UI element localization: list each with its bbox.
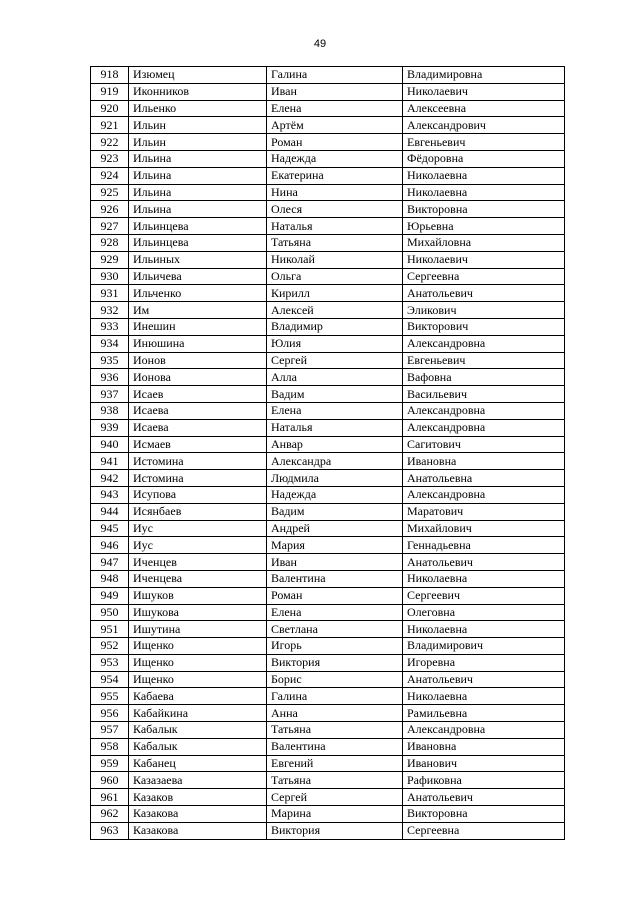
last-name-cell: Иус — [129, 520, 267, 537]
last-name-cell: Ильин — [129, 117, 267, 134]
table-row — [91, 453, 565, 470]
patronymic-cell: Михайловна — [403, 234, 565, 251]
table-row — [91, 822, 565, 839]
first-name-cell: Наталья — [267, 218, 403, 235]
patronymic-cell: Ивановна — [403, 453, 565, 470]
last-name-cell: Ильиных — [129, 251, 267, 268]
last-name-cell: Кабалык — [129, 738, 267, 755]
table-row — [91, 285, 565, 302]
row-number-cell: 936 — [91, 369, 129, 386]
row-number-cell: 939 — [91, 419, 129, 436]
row-number-cell: 926 — [91, 201, 129, 218]
patronymic-cell: Николаевна — [403, 621, 565, 638]
last-name-cell: Кабайкина — [129, 705, 267, 722]
last-name-cell: Ильина — [129, 201, 267, 218]
first-name-cell: Артём — [267, 117, 403, 134]
last-name-cell: Иус — [129, 537, 267, 554]
patronymic-cell: Анатольевич — [403, 789, 565, 806]
table-row — [91, 503, 565, 520]
last-name-cell: Ишукова — [129, 604, 267, 621]
table-row — [91, 352, 565, 369]
last-name-cell: Истомина — [129, 470, 267, 487]
first-name-cell: Валентина — [267, 570, 403, 587]
patronymic-cell: Ивановна — [403, 738, 565, 755]
row-number-cell: 947 — [91, 554, 129, 571]
first-name-cell: Александра — [267, 453, 403, 470]
table-row — [91, 184, 565, 201]
patronymic-cell: Игоревна — [403, 654, 565, 671]
patronymic-cell: Евгеньевич — [403, 134, 565, 151]
row-number-cell: 920 — [91, 100, 129, 117]
row-number-cell: 953 — [91, 654, 129, 671]
patronymic-cell: Анатольевна — [403, 470, 565, 487]
patronymic-cell: Викторович — [403, 318, 565, 335]
table-row — [91, 570, 565, 587]
patronymic-cell: Рамильевна — [403, 705, 565, 722]
patronymic-cell: Сергеевич — [403, 587, 565, 604]
row-number-cell: 931 — [91, 285, 129, 302]
patronymic-cell: Николаевна — [403, 570, 565, 587]
last-name-cell: Казазаева — [129, 772, 267, 789]
first-name-cell: Иван — [267, 554, 403, 571]
row-number-cell: 956 — [91, 705, 129, 722]
page-number: 49 — [313, 38, 327, 50]
last-name-cell: Ильинцева — [129, 218, 267, 235]
first-name-cell: Марина — [267, 806, 403, 823]
first-name-cell: Галина — [267, 67, 403, 84]
row-number-cell: 921 — [91, 117, 129, 134]
row-number-cell: 930 — [91, 268, 129, 285]
row-number-cell: 919 — [91, 83, 129, 100]
last-name-cell: Иченцева — [129, 570, 267, 587]
row-number-cell: 918 — [91, 67, 129, 84]
table-row — [91, 335, 565, 352]
first-name-cell: Мария — [267, 537, 403, 554]
last-name-cell: Казаков — [129, 789, 267, 806]
names-table-body — [91, 67, 565, 840]
row-number-cell: 934 — [91, 335, 129, 352]
row-number-cell: 942 — [91, 470, 129, 487]
patronymic-cell: Вафовна — [403, 369, 565, 386]
row-number-cell: 940 — [91, 436, 129, 453]
patronymic-cell: Викторовна — [403, 806, 565, 823]
row-number-cell: 952 — [91, 638, 129, 655]
patronymic-cell: Александровна — [403, 722, 565, 739]
last-name-cell: Ильенко — [129, 100, 267, 117]
names-table — [90, 66, 565, 840]
last-name-cell: Ищенко — [129, 654, 267, 671]
row-number-cell: 959 — [91, 755, 129, 772]
last-name-cell: Ионова — [129, 369, 267, 386]
row-number-cell: 924 — [91, 167, 129, 184]
first-name-cell: Кирилл — [267, 285, 403, 302]
last-name-cell: Ишутина — [129, 621, 267, 638]
row-number-cell: 932 — [91, 302, 129, 319]
patronymic-cell: Сергеевна — [403, 822, 565, 839]
row-number-cell: 927 — [91, 218, 129, 235]
patronymic-cell: Анатольевич — [403, 671, 565, 688]
row-number-cell: 961 — [91, 789, 129, 806]
first-name-cell: Ольга — [267, 268, 403, 285]
patronymic-cell: Михайлович — [403, 520, 565, 537]
table-row — [91, 688, 565, 705]
first-name-cell: Елена — [267, 604, 403, 621]
table-row — [91, 302, 565, 319]
table-row — [91, 218, 565, 235]
patronymic-cell: Александрович — [403, 117, 565, 134]
patronymic-cell: Юрьевна — [403, 218, 565, 235]
patronymic-cell: Эликович — [403, 302, 565, 319]
first-name-cell: Сергей — [267, 789, 403, 806]
patronymic-cell: Николаевна — [403, 167, 565, 184]
first-name-cell: Роман — [267, 587, 403, 604]
row-number-cell: 929 — [91, 251, 129, 268]
first-name-cell: Татьяна — [267, 234, 403, 251]
last-name-cell: Ильина — [129, 167, 267, 184]
table-row — [91, 386, 565, 403]
table-row — [91, 134, 565, 151]
last-name-cell: Исаева — [129, 402, 267, 419]
last-name-cell: Ишуков — [129, 587, 267, 604]
row-number-cell: 948 — [91, 570, 129, 587]
first-name-cell: Татьяна — [267, 772, 403, 789]
last-name-cell: Ильинцева — [129, 234, 267, 251]
row-number-cell: 963 — [91, 822, 129, 839]
last-name-cell: Иконников — [129, 83, 267, 100]
last-name-cell: Инешин — [129, 318, 267, 335]
last-name-cell: Иченцев — [129, 554, 267, 571]
table-row — [91, 369, 565, 386]
row-number-cell: 951 — [91, 621, 129, 638]
first-name-cell: Борис — [267, 671, 403, 688]
table-row — [91, 554, 565, 571]
last-name-cell: Казакова — [129, 806, 267, 823]
last-name-cell: Ильин — [129, 134, 267, 151]
table-row — [91, 67, 565, 84]
first-name-cell: Виктория — [267, 654, 403, 671]
patronymic-cell: Николаевна — [403, 184, 565, 201]
table-row — [91, 268, 565, 285]
row-number-cell: 941 — [91, 453, 129, 470]
first-name-cell: Людмила — [267, 470, 403, 487]
first-name-cell: Елена — [267, 402, 403, 419]
table-row — [91, 318, 565, 335]
first-name-cell: Валентина — [267, 738, 403, 755]
table-row — [91, 419, 565, 436]
table-row — [91, 167, 565, 184]
first-name-cell: Евгений — [267, 755, 403, 772]
first-name-cell: Наталья — [267, 419, 403, 436]
last-name-cell: Инюшина — [129, 335, 267, 352]
first-name-cell: Татьяна — [267, 722, 403, 739]
patronymic-cell: Николаевич — [403, 83, 565, 100]
patronymic-cell: Алексеевна — [403, 100, 565, 117]
last-name-cell: Им — [129, 302, 267, 319]
row-number-cell: 944 — [91, 503, 129, 520]
patronymic-cell: Владимировна — [403, 67, 565, 84]
table-row — [91, 402, 565, 419]
table-row — [91, 621, 565, 638]
last-name-cell: Ищенко — [129, 638, 267, 655]
first-name-cell: Анвар — [267, 436, 403, 453]
row-number-cell: 954 — [91, 671, 129, 688]
table-row — [91, 789, 565, 806]
last-name-cell: Кабалык — [129, 722, 267, 739]
first-name-cell: Елена — [267, 100, 403, 117]
first-name-cell: Алексей — [267, 302, 403, 319]
first-name-cell: Владимир — [267, 318, 403, 335]
row-number-cell: 925 — [91, 184, 129, 201]
table-row — [91, 251, 565, 268]
patronymic-cell: Александровна — [403, 335, 565, 352]
patronymic-cell: Геннадьевна — [403, 537, 565, 554]
row-number-cell: 962 — [91, 806, 129, 823]
row-number-cell: 958 — [91, 738, 129, 755]
table-row — [91, 671, 565, 688]
row-number-cell: 945 — [91, 520, 129, 537]
last-name-cell: Ильина — [129, 184, 267, 201]
row-number-cell: 957 — [91, 722, 129, 739]
first-name-cell: Виктория — [267, 822, 403, 839]
first-name-cell: Вадим — [267, 386, 403, 403]
row-number-cell: 935 — [91, 352, 129, 369]
first-name-cell: Алла — [267, 369, 403, 386]
first-name-cell: Надежда — [267, 150, 403, 167]
row-number-cell: 949 — [91, 587, 129, 604]
row-number-cell: 950 — [91, 604, 129, 621]
first-name-cell: Андрей — [267, 520, 403, 537]
patronymic-cell: Александровна — [403, 419, 565, 436]
row-number-cell: 960 — [91, 772, 129, 789]
row-number-cell: 928 — [91, 234, 129, 251]
first-name-cell: Юлия — [267, 335, 403, 352]
row-number-cell: 946 — [91, 537, 129, 554]
last-name-cell: Исаева — [129, 419, 267, 436]
table-row — [91, 83, 565, 100]
table-row — [91, 722, 565, 739]
row-number-cell: 937 — [91, 386, 129, 403]
row-number-cell: 938 — [91, 402, 129, 419]
patronymic-cell: Владимирович — [403, 638, 565, 655]
first-name-cell: Надежда — [267, 486, 403, 503]
patronymic-cell: Александровна — [403, 402, 565, 419]
table-row — [91, 537, 565, 554]
first-name-cell: Анна — [267, 705, 403, 722]
patronymic-cell: Николаевна — [403, 688, 565, 705]
patronymic-cell: Фёдоровна — [403, 150, 565, 167]
row-number-cell: 923 — [91, 150, 129, 167]
last-name-cell: Кабанец — [129, 755, 267, 772]
first-name-cell: Олеся — [267, 201, 403, 218]
first-name-cell: Сергей — [267, 352, 403, 369]
first-name-cell: Игорь — [267, 638, 403, 655]
table-row — [91, 705, 565, 722]
first-name-cell: Иван — [267, 83, 403, 100]
table-row — [91, 486, 565, 503]
table-row — [91, 234, 565, 251]
patronymic-cell: Николаевич — [403, 251, 565, 268]
patronymic-cell: Анатольевич — [403, 554, 565, 571]
table-row — [91, 436, 565, 453]
table-row — [91, 654, 565, 671]
first-name-cell: Галина — [267, 688, 403, 705]
last-name-cell: Ильичева — [129, 268, 267, 285]
table-row — [91, 470, 565, 487]
last-name-cell: Ильченко — [129, 285, 267, 302]
last-name-cell: Истомина — [129, 453, 267, 470]
first-name-cell: Нина — [267, 184, 403, 201]
last-name-cell: Ильина — [129, 150, 267, 167]
table-row — [91, 100, 565, 117]
last-name-cell: Исмаев — [129, 436, 267, 453]
patronymic-cell: Сагитович — [403, 436, 565, 453]
table-row — [91, 520, 565, 537]
table-row — [91, 755, 565, 772]
last-name-cell: Исупова — [129, 486, 267, 503]
patronymic-cell: Иванович — [403, 755, 565, 772]
patronymic-cell: Викторовна — [403, 201, 565, 218]
first-name-cell: Светлана — [267, 621, 403, 638]
table-row — [91, 201, 565, 218]
first-name-cell: Николай — [267, 251, 403, 268]
last-name-cell: Исянбаев — [129, 503, 267, 520]
patronymic-cell: Васильевич — [403, 386, 565, 403]
patronymic-cell: Маратович — [403, 503, 565, 520]
patronymic-cell: Сергеевна — [403, 268, 565, 285]
first-name-cell: Роман — [267, 134, 403, 151]
last-name-cell: Казакова — [129, 822, 267, 839]
row-number-cell: 922 — [91, 134, 129, 151]
last-name-cell: Ионов — [129, 352, 267, 369]
row-number-cell: 955 — [91, 688, 129, 705]
patronymic-cell: Анатольевич — [403, 285, 565, 302]
first-name-cell: Екатерина — [267, 167, 403, 184]
table-row — [91, 150, 565, 167]
table-row — [91, 117, 565, 134]
table-row — [91, 738, 565, 755]
last-name-cell: Ищенко — [129, 671, 267, 688]
last-name-cell: Изюмец — [129, 67, 267, 84]
patronymic-cell: Александровна — [403, 486, 565, 503]
table-row — [91, 604, 565, 621]
table-row — [91, 587, 565, 604]
row-number-cell: 943 — [91, 486, 129, 503]
last-name-cell: Кабаева — [129, 688, 267, 705]
table-row — [91, 806, 565, 823]
patronymic-cell: Рафиковна — [403, 772, 565, 789]
last-name-cell: Исаев — [129, 386, 267, 403]
table-row — [91, 638, 565, 655]
first-name-cell: Вадим — [267, 503, 403, 520]
patronymic-cell: Евгеньевич — [403, 352, 565, 369]
patronymic-cell: Олеговна — [403, 604, 565, 621]
table-row — [91, 772, 565, 789]
row-number-cell: 933 — [91, 318, 129, 335]
